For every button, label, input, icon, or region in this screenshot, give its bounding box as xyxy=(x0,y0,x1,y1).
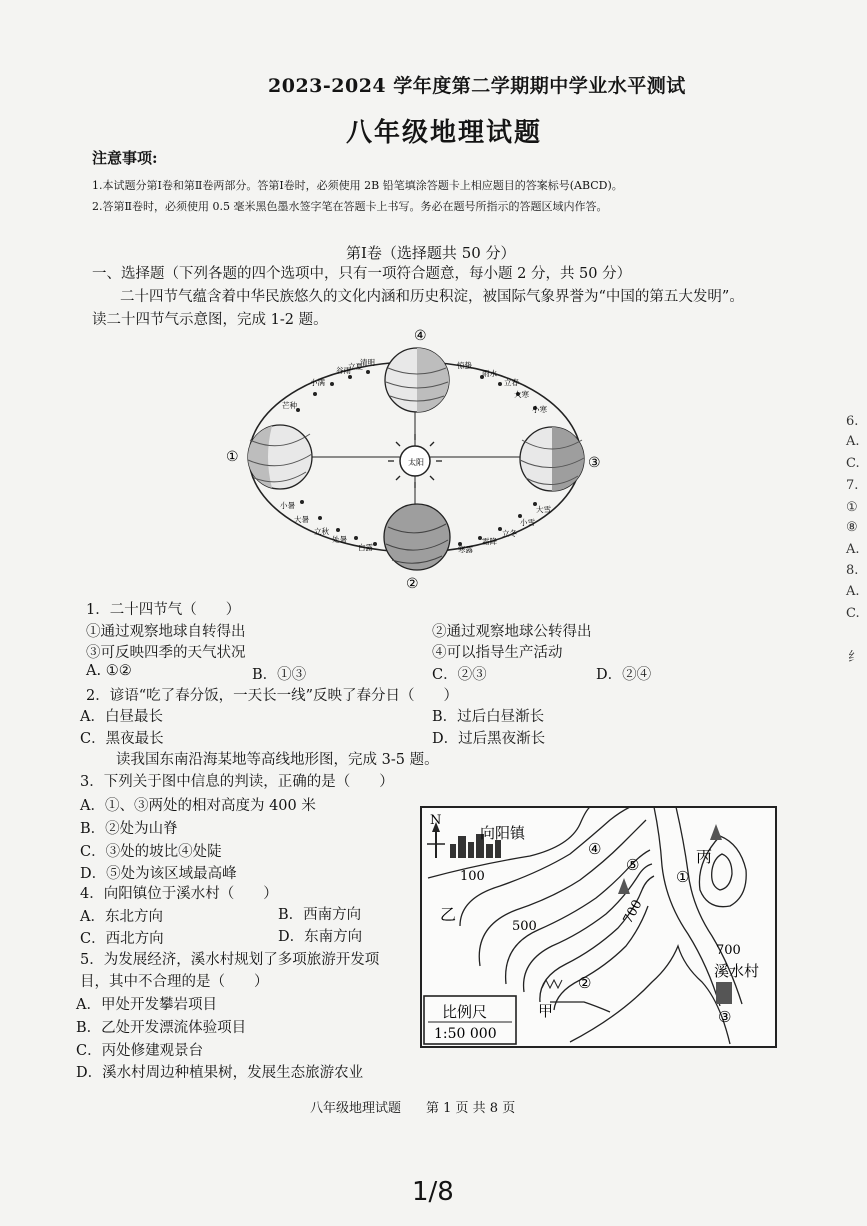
q2-option-c: C．黑夜最长 xyxy=(80,731,164,747)
notice-item-1: 1.本试题分第Ⅰ卷和第Ⅱ卷两部分。答第Ⅰ卷时，必须使用 2B 铅笔填涂答题卡上相应题目的答案标号(ABCD)。 xyxy=(92,179,623,192)
point-label-1: ① xyxy=(676,868,690,886)
term-label: 大雪 xyxy=(536,505,551,514)
q4-option-a: A．东北方向 xyxy=(80,909,163,925)
intro-paragraph-line2: 读二十四节气示意图，完成 1-2 题。 xyxy=(92,312,328,328)
position-label-1: ① xyxy=(226,449,239,465)
contour-map xyxy=(420,806,777,1048)
q5-option-d: D．溪水村周边种植果树，发展生态旅游农业 xyxy=(76,1065,364,1081)
q2-option-b: B．过后白昼渐长 xyxy=(432,709,545,725)
term-label: 小暑 xyxy=(280,501,295,510)
term-label: 立夏 xyxy=(348,362,363,371)
place-label-yi: 乙 xyxy=(440,905,457,924)
edge-char: A. xyxy=(846,542,860,557)
q5-option-c: C．丙处修建观景台 xyxy=(76,1043,204,1059)
exam-title: 2023-2024 学年度第二学期期中学业水平测试 xyxy=(268,75,686,97)
q5-option-a: A．甲处开发攀岩项目 xyxy=(76,997,217,1013)
q1-statement-3: ③可反映四季的天气状况 xyxy=(86,645,246,661)
q1-statement-2: ②通过观察地球公转得出 xyxy=(432,624,592,640)
north-label: N xyxy=(430,813,442,828)
term-label: 处暑 xyxy=(332,535,347,544)
q4-option-c: C．西北方向 xyxy=(80,931,164,947)
sun-label: 太阳 xyxy=(408,458,424,467)
position-label-3: ③ xyxy=(588,455,601,471)
edge-char: ⑧ xyxy=(846,520,858,535)
position-label-4: ④ xyxy=(414,328,427,344)
footer-title: 八年级地理试题 xyxy=(310,1101,402,1116)
contour-label: 100 xyxy=(460,869,485,884)
edge-char: 8. xyxy=(846,563,859,578)
q1-statement-1: ①通过观察地球自转得出 xyxy=(86,624,246,640)
q1-option-c: C．②③ xyxy=(432,667,487,683)
term-label: 寒露 xyxy=(458,545,473,554)
q1-option-a: A. ①② xyxy=(86,663,132,679)
edge-char: C. xyxy=(846,606,860,621)
edge-char: ① xyxy=(846,500,858,515)
section-instructions: 一、选择题（下列各题的四个选项中，只有一项符合题意，每小题 2 分，共 50 分） xyxy=(92,266,632,282)
term-label: 雨水 xyxy=(482,369,497,378)
solar-terms-diagram xyxy=(220,322,620,604)
page-indicator: 1/8 xyxy=(412,1177,454,1207)
q2-option-a: A．白昼最长 xyxy=(80,709,163,725)
term-label: 小雪 xyxy=(520,518,535,527)
contour-label: 700 xyxy=(620,897,646,927)
contour-label: 500 xyxy=(512,919,537,934)
term-label: 大寒 xyxy=(514,390,529,399)
q1-statement-4: ④可以指导生产活动 xyxy=(432,645,563,661)
scale-title: 比例尺 xyxy=(442,1003,488,1021)
edge-char: A. xyxy=(846,434,860,449)
q3-option-d: D．⑤处为该区域最高峰 xyxy=(80,866,237,882)
q3-option-c: C．③处的坡比④处陡 xyxy=(80,844,222,860)
intro-paragraph-line1: 二十四节气蕴含着中华民族悠久的文化内涵和历史积淀，被国际气象界誉为“中国的第五大发明”。 xyxy=(120,289,744,305)
contour-label: 700 xyxy=(716,943,741,958)
term-label: 芒种 xyxy=(282,401,297,410)
notice-heading: 注意事项: xyxy=(92,149,158,167)
q3-stem: 3．下列关于图中信息的判读，正确的是（ ） xyxy=(80,774,394,790)
edge-char: C. xyxy=(846,456,860,471)
term-label: 小满 xyxy=(310,378,325,387)
q4-option-d: D．东南方向 xyxy=(278,929,363,945)
term-label: 惊蛰 xyxy=(457,361,472,370)
term-label: 清明 xyxy=(360,358,375,367)
globe-position-2 xyxy=(384,504,450,570)
section-title: 第Ⅰ卷（选择题共 50 分） xyxy=(346,244,516,262)
q4-option-b: B．西南方向 xyxy=(278,907,362,923)
village-label: 溪水村 xyxy=(714,962,760,980)
notice-item-2: 2.答第Ⅱ卷时，必须使用 0.5 毫米黑色墨水签字笔在答题卡上书写。务必在题号所指示的答题区域内作答。 xyxy=(92,200,608,213)
edge-char: 7. xyxy=(846,478,859,493)
q5-stem-line2: 目，其中不合理的是（ ） xyxy=(80,974,269,990)
globe-position-4 xyxy=(385,348,449,412)
term-label: 立春 xyxy=(504,378,519,387)
q1-option-b: B．①③ xyxy=(252,667,307,683)
position-label-2: ② xyxy=(406,576,419,592)
edge-char: A. xyxy=(846,584,860,599)
term-label: 立秋 xyxy=(314,527,329,536)
point-label-4: ④ xyxy=(588,840,602,858)
globe-position-3 xyxy=(520,427,584,491)
q2-stem: 2．谚语“吃了春分饭，一天长一线”反映了春分日（ ） xyxy=(86,688,459,704)
q2-option-d: D．过后黑夜渐长 xyxy=(432,731,546,747)
q1-option-d: D．②④ xyxy=(596,667,652,683)
place-label-bing: 丙 xyxy=(696,847,713,866)
point-label-2: ② xyxy=(578,974,592,992)
term-label: 立冬 xyxy=(502,529,517,538)
village-icon xyxy=(716,982,732,1004)
point-label-5: ⑤ xyxy=(626,856,640,874)
map-intro: 读我国东南沿海某地等高线地形图，完成 3-5 题。 xyxy=(116,752,439,768)
point-label-3: ③ xyxy=(718,1008,732,1026)
footer-page: 第 1 页 共 8 页 xyxy=(426,1101,516,1116)
term-label: 白露 xyxy=(358,543,373,552)
term-label: 谷雨 xyxy=(336,366,351,375)
place-label-jia: 甲 xyxy=(538,1002,554,1020)
edge-char: 6. xyxy=(846,414,859,429)
scale-value: 1:50 000 xyxy=(434,1026,497,1042)
term-label: 大暑 xyxy=(294,515,309,524)
q4-stem: 4．向阳镇位于溪水村（ ） xyxy=(80,886,278,902)
q1-stem: 1．二十四节气（ ） xyxy=(86,602,241,618)
q3-option-b: B．②处为山脊 xyxy=(80,821,178,837)
exam-subtitle: 八年级地理试题 xyxy=(346,118,543,148)
term-label: 小寒 xyxy=(532,405,547,414)
q5-stem-line1: 5．为发展经济，溪水村规划了多项旅游开发项 xyxy=(80,952,380,968)
q3-option-a: A．①、③两处的相对高度为 400 米 xyxy=(80,798,316,814)
q5-option-b: B．乙处开发漂流体验项目 xyxy=(76,1020,247,1036)
town-label: 向阳镇 xyxy=(480,824,526,842)
globe-position-1 xyxy=(248,425,312,489)
edge-char: 纟 xyxy=(848,650,862,665)
term-label: 霜降 xyxy=(482,537,497,546)
